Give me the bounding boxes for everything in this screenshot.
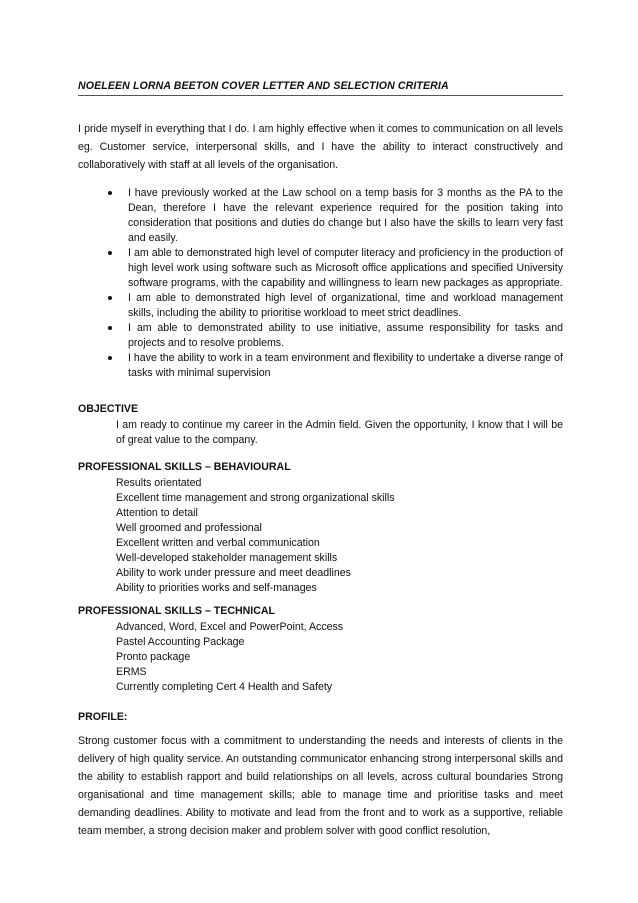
list-item: Well groomed and professional [116, 522, 262, 534]
bullet-icon [108, 191, 112, 195]
list-item: Results orientated [116, 477, 202, 489]
list-item: Currently completing Cert 4 Health and Safety [116, 681, 333, 693]
list-item: I have previously worked at the Law school on a temp basis for 3 months as the PA to the Dean, therefore I have the relevant experience required for the position taking into consideration that positions and duties do change but I also have the skills to learn very fast and easily. [78, 186, 563, 246]
list-item: I am able to demonstrated high level of computer literacy and proficiency in the production of high level work using software such as Microsoft office applications and specified University software programs, with the capability and willingness to learn new packages as appropriate. [78, 246, 563, 291]
technical-skills-list [116, 620, 563, 695]
list-item: Ability to priorities works and self-manages [116, 582, 317, 594]
bullet-icon [108, 251, 112, 255]
list-item: Ability to work under pressure and meet deadlines [116, 567, 351, 579]
list-item: ERMS [116, 666, 147, 678]
intro-paragraph: I pride myself in everything that I do. I am highly effective when it comes to communication on all levels eg. Customer service, interpersonal skills, and I have the ability to interact constructively and collaboratively with staff at all levels of the organisation. [78, 123, 563, 171]
list-item: Pastel Accounting Package [116, 636, 245, 648]
selection-criteria-list [78, 186, 563, 381]
profile-text: Strong customer focus with a commitment to understanding the needs and interests of clients in the delivery of high quality service. An outstanding communicator enhancing strong interpersonal skills and the ability to establish rapport and build relationships on all levels, across cultural boundaries Strong organisational and time management skills; able to manage time and prioritise tasks and meet demanding deadlines. Ability to motivate and lead from the front and to work as a supportive, reliable team member, a strong decision maker and problem solver with good conflict resolution, [78, 735, 563, 837]
objective-heading: OBJECTIVE [78, 403, 139, 415]
list-item: Excellent time management and strong organizational skills [116, 492, 395, 504]
bullet-icon [108, 356, 112, 360]
bullet-icon [108, 296, 112, 300]
technical-skills-heading: PROFESSIONAL SKILLS – TECHNICAL [78, 605, 275, 617]
list-item: Pronto package [116, 651, 191, 663]
page-title: NOELEEN LORNA BEETON COVER LETTER AND SELECTION CRITERIA [78, 80, 563, 96]
behavioural-skills-heading: PROFESSIONAL SKILLS – BEHAVIOURAL [78, 461, 291, 473]
behavioural-skills-list [116, 476, 563, 596]
list-item: Advanced, Word, Excel and PowerPoint, Access [116, 621, 344, 633]
list-item: I am able to demonstrated ability to use initiative, assume responsibility for tasks and projects and to resolve problems. [78, 321, 563, 351]
list-item: I am able to demonstrated high level of organizational, time and workload management skills, including the ability to prioritise workload to meet strict deadlines. [78, 291, 563, 321]
objective-text: I am ready to continue my career in the Admin field. Given the opportunity, I know that I will be of great value to the company. [116, 419, 563, 446]
list-item: Well-developed stakeholder management skills [116, 552, 338, 564]
list-item: Attention to detail [116, 507, 198, 519]
bullet-icon [108, 326, 112, 330]
list-item: Excellent written and verbal communication [116, 537, 320, 549]
list-item: I have the ability to work in a team environment and flexibility to undertake a diverse range of tasks with minimal supervision [78, 351, 563, 381]
profile-heading: PROFILE: [78, 711, 128, 723]
